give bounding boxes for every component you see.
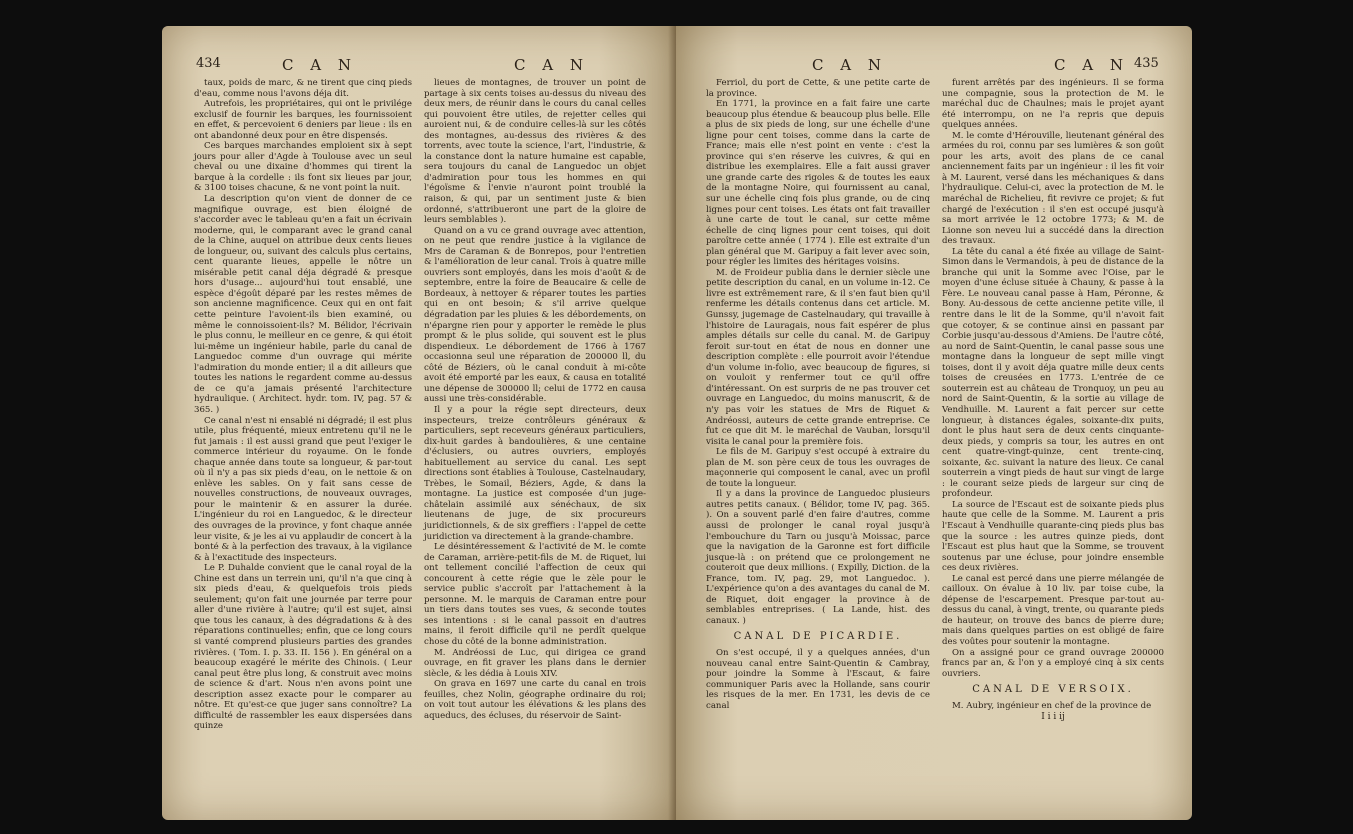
paragraph: Il y a pour la régie sept directeurs, deux inspecteurs, treize contrôleurs généraux & particuliers, sept receveurs généraux particuliers, dix-huit gardes à bandoulières, & une centaine d'éclusiers, ou autres ouvriers, employés habituellement au service du canal. Les sept directions sont établies à Toulouse, Castelnaudary, Trèbes, le Somail, Béziers, Agde, & dans la montagne. La justice est composée d'un juge-châtelain assimilé aux sénéchaux, de six lieutenans de juge, de six procureurs juridictionnels, & de six greffiers : l'appel de cette juridiction va directement à la grande-chambre. <box>424 404 646 542</box>
running-head-left-2: C A N <box>514 56 589 74</box>
paragraph: Autrefois, les propriétaires, qui ont le privilége exclusif de fournir les barques, les fournissoient en effet, & percevoient 6 deniers par lieue : ils en ont abandonné deux pour en être dispensés. <box>194 99 412 141</box>
paragraph: Ces barques marchandes emploient six à sept jours pour aller d'Agde à Toulouse avec un seul cheval ou une dixaine d'hommes qui tirent la barque à la cordelle : ils font six lieues par jour, & 3100 toises chacune, & ne vont point la nuit. <box>194 141 412 194</box>
paragraph: Ferriol, du port de Cette, & une petite carte de la province. <box>706 78 930 99</box>
running-head-right-2: C A N <box>1054 56 1129 74</box>
paragraph: Quand on a vu ce grand ouvrage avec attention, on ne peut que rendre justice à la vigilance de Mrs de Caraman & de Bonrepos, pour l'entretien & l'amélioration de leur canal. Trois à quatre mille ouvriers sont employés, dans les mois d'août & de septembre, entre la foire de Beaucaire & celle de Bordeaux, à nettoyer & réparer toutes les parties qui en ont besoin; & s'il arrive quelque dégradation par les pluies & les débordements, on n'épargne rien pour y apporter le remède le plus prompt & le plus solide, qui souvent est le plus dispendieux. Le débordement de 1766 à 1767 occasionna seul une réparation de 200000 ll, du côté de Béziers, où le canal conduit à mi-côte avoit été emporté par les eaux, & causa en totalité une dépense de 300000 ll; celui de 1772 en causa aussi une très-considérable. <box>424 225 646 405</box>
page-number-left: 434 <box>196 56 221 71</box>
left-page-column-2 <box>424 78 646 810</box>
signature-mark: I i i ij <box>1041 712 1065 723</box>
paragraph: La source de l'Escaut est de soixante pieds plus haute que celle de la Somme. M. Laurent a pris l'Escaut à Vendhuille quarante-cinq pieds plus bas que la source : les autres quinze pieds, dont l'Escaut est plus haut que la Somme, se trouvent soutenus par une écluse, pour joindre ensemble ces deux rivières. <box>942 499 1164 574</box>
paragraph: taux, poids de marc, & ne tirent que cinq pieds d'eau, comme nous l'avons déja dit. <box>194 78 412 99</box>
running-head-left-1: C A N <box>282 56 357 74</box>
paragraph: La description qu'on vient de donner de ce magnifique ouvrage, est bien éloigné de s'accorder avec le tableau qu'en a fait un écrivain moderne, qui, le comparant avec le grand canal de la Chine, auquel on attribue deux cents lieues de longueur, ou, suivant des calculs plus certains, cent quarante lieues, appelle le nôtre un misérable petit canal déja dégradé & presque hors d'usage... aujourd'hui tout ensablé, une espèce d'égoût déparé par les restes mêmes de son ancienne magnificence. Ceux qui en ont fait cette peinture l'avoient-ils bien examiné, ou même le connoissoient-ils? M. Bélidor, l'écrivain le plus connu, le meilleur en ce genre, & qui étoit lui-même un ingénieur habile, parle du canal de Languedoc comme d'un ouvrage qui mérite l'admiration du monde entier; il a dit ailleurs que toutes les nations le regardent comme au-dessus de ce qu'a jamais présenté l'architecture hydraulique. ( Architect. hydr. tom. IV, pag. 57 & 365. ) <box>194 194 412 415</box>
paragraph: M. le comte d'Hérouville, lieutenant général des armées du roi, connu par ses lumières & son goût pour les arts, avoit des plans de ce canal anciennement faits par un ingénieur : il les fit voir à M. Laurent, versé dans les méchaniques & dans l'hydraulique. Celui-ci, avec la protection de M. le maréchal de Richelieu, fit revivre ce projet; & fut chargé de l'exécution : il s'en est occupé jusqu'à sa mort arrivée le 12 octobre 1773; & M. de Lionne son neveu lui a succédé dans la direction des travaux. <box>942 130 1164 247</box>
left-page <box>162 26 676 820</box>
paragraph: Le P. Duhalde convient que le canal royal de la Chine est dans un terrein uni, qu'il n'a que cinq à six pieds d'eau, & quelquefois trois pieds seulement; qu'on fait une journée par terre pour aller d'une rivière à l'autre; qu'il est sujet, ainsi que tous les canaux, à des dégradations & à des réparations continuelles; enfin, que ce long cours si vanté comprend plusieurs parties des grandes rivières. ( Tom. I. p. 33. II. 156 ). En général on a beaucoup exagéré le mérite des Chinois. ( Leur canal peut être plus long, & construit avec moins de science & d'art. Nous n'en avons point une description assez exacte pour le comparer au nôtre. Et qu'est-ce que juger sans connoître? La difficulté de rassembler les eaux dispersées dans quinze <box>194 563 412 732</box>
paragraph: On s'est occupé, il y a quelques années, d'un nouveau canal entre Saint-Quentin & Cambray, pour joindre la Somme à l'Escaut, & faire communiquer Paris avec la Hollande, sans courir les risques de la mer. En 1731, les devis de ce canal <box>706 647 930 711</box>
left-page-column-1 <box>194 78 412 810</box>
paragraph: M. Andréossi de Luc, qui dirigea ce grand ouvrage, en fit graver les plans dans le dernier siècle, & les dédia à Louis XIV. <box>424 647 646 679</box>
page-number-right: 435 <box>1134 56 1159 71</box>
paragraph: Il y a dans la province de Languedoc plusieurs autres petits canaux. ( Bélidor, tome IV, pag. 365. ). On a souvent parlé d'en faire d'autres, comme aussi de prolonger le canal royal jusqu'à l'embouchure du Tarn ou jusqu'à Moissac, parce que la navigation de la Garonne est fort difficile jusque-là : on prétend que ce prolongement ne couteroit que deux millions. ( Expilly, Diction. de la France, tom. IV, pag. 29, mot Languedoc. ). L'expérience qu'on a des avantages du canal de M. de Riquet, doit engager la province à de semblables entreprises. ( La Lande, hist. des canaux. ) <box>706 489 930 626</box>
paragraph: M. de Froideur publia dans le dernier siècle une petite description du canal, en un volume in-12. Ce livre est extrêmement rare, & il s'en faut bien qu'il renferme les détails contenus dans cet article. M. Gunssy, jugemage de Castelnaudary, qui travaille à l'histoire de Lauragais, nous fait espérer de plus amples détails sur celle du canal. M. de Garipuy feroit sur-tout en état de nous en donner une description complète : elle pourroit avoir l'étendue d'un volume in-folio, avec beaucoup de figures, si on vouloit y renfermer tout ce qu'il offre d'intéressant. On est surpris de ne pas trouver cet ouvrage en Languedoc, du moins manuscrit, & de n'y pas voir les statues de Mrs de Riquet & Andréossi, auteurs de cette grande entreprise. Ce fut ce que dit M. le maréchal de Vauban, lorsqu'il visita le canal pour la première fois. <box>706 267 930 447</box>
paragraph: On grava en 1697 une carte du canal en trois feuilles, chez Nolin, géographe ordinaire du roi; on voit tout autour les élévations & les plans des aqueducs, des écluses, du réservoir de Saint- <box>424 679 646 721</box>
paragraph: Le désintéressement & l'activité de M. le comte de Caraman, arrière-petit-fils de M. de Riquet, lui ont tellement concilié l'affection de ceux qui concourent à cette régie que le zèle pour le service public s'accroît par l'attachement à la personne. M. le marquis de Caraman entre pour un tiers dans toutes ses vues, & seconde toutes ses intentions : si le canal passoit en d'autres mains, il feroit difficile qu'il ne perdît quelque chose du côté de la bonne administration. <box>424 542 646 647</box>
paragraph: En 1771, la province en a fait faire une carte beaucoup plus étendue & beaucoup plus belle. Elle a plus de six pieds de long, sur une échelle d'une ligne pour cent toises, comme dans la carte de France; mais elle n'est point en vente : c'est la province qui s'en réserve les cuivres, & qui en distribue les exemplaires. Elle a fait aussi graver une grande carte des rigoles & de toutes les eaux de la montagne Noire, qui fournissent au canal, sur une échelle cinq fois plus grande, ou de cinq lignes pour cent toises. Les états ont fait travailler à une carte de tout le canal, sur cette même échelle de cinq lignes pour cent toises, qui doit paroître cette année ( 1774 ). Elle est extraite d'un plan général que M. Garipuy a fait lever avec soin, pour régler les limites des héritages voisins. <box>706 99 930 268</box>
right-page-column-1 <box>706 78 930 810</box>
section-heading-picardie: CANAL DE PICARDIE. <box>733 631 903 643</box>
paragraph: On a assigné pour ce grand ouvrage 200000 francs par an, & l'on y a employé cinq à six cents ouvriers. <box>942 647 1164 679</box>
paragraph: lieues de montagnes, de trouver un point de partage à six cents toises au-dessus du niveau des deux mers, de réunir dans le cours du canal celles qui pouvoient être utiles, de rejetter celles qui auroient nui, & de conduire celles-là sur les côtés des montagnes, au-dessus des rivières & des torrents, avec toute la science, l'art, l'industrie, & la constance dont la nature humaine est capable, sera toujours du canal de Languedoc un objet d'admiration pour tous les hommes en qui l'égoïsme & l'envie n'auront point troublé la raison, & qui, par un sentiment juste & bien ordonné, s'attribueront une part de la gloire de leurs semblables ). <box>424 78 646 226</box>
paragraph: Le fils de M. Garipuy s'est occupé à extraire du plan de M. son père ceux de tous les ouvrages de maçonnerie qui composent le canal, avec un profil de toute la longueur. <box>706 447 930 489</box>
paragraph: M. Aubry, ingénieur en chef de la province de <box>952 700 1152 711</box>
section-heading-versoix: CANAL DE VERSOIX. <box>972 684 1134 696</box>
paragraph: Ce canal n'est ni ensablé ni dégradé; il est plus utile, plus fréquenté, mieux entretenu qu'il ne le fut jamais : il est aussi grand que peut l'exiger le commerce intérieur du royaume. On le fonde chaque année dans toute sa longueur, & par-tout où il n'y a pas six pieds d'eau, on le nettoie & on enlève les sables. On y fait sans cesse de nouvelles constructions, de nouveaux ouvrages, pour le maintenir & en assurer la durée. L'ingénieur du roi en Languedoc, & le directeur des ouvrages de la province, y font chaque année leur visite, & je les ai vu applaudir de concert à la bonté & à la perfection des travaux, à la vigilance & à l'exactitude des inspecteurs. <box>194 415 412 563</box>
right-page-column-2 <box>942 78 1164 810</box>
paragraph: furent arrêtés par des ingénieurs. Il se forma une compagnie, sous la protection de M. le maréchal duc de Chaulnes; mais le projet ayant été interrompu, on ne l'a repris que depuis quelques années. <box>942 78 1164 131</box>
right-page <box>676 26 1192 820</box>
running-head-right-1: C A N <box>812 56 887 74</box>
paragraph: La tête du canal a été fixée au village de Saint-Simon dans le Vermandois, à peu de distance de la branche qui unit la Somme avec l'Oise, par le moyen d'une écluse située à Chauny, & passe à la Fère. Le nouveau canal passe à Ham, Péronne, & Bony. Au-dessous de cette ancienne petite ville, il rentre dans le lit de la Somme, qu'il n'avoit fait que cotoyer, & se continue ainsi en passant par Corbie jusqu'au-dessous d'Amiens. De l'autre côté, au nord de Saint-Quentin, le canal passe sous une montagne dans la longueur de sept mille vingt toises, dont il y avoit déja quatre mille deux cents toises de creusées en 1773. L'entrée de ce souterrein est au château de Tronquoy, un peu au nord de Saint-Quentin, & la sortie au village de Vendhuille. M. Laurent a fait percer sur cette longueur, à distances égales, soixante-dix puits, dont le plus haut sera de deux cents cinquante-deux pieds, y compris sa tour, les autres en ont cent quatre-vingt-quinze, cent trente-cinq, soixante, &c. suivant la nature des lieux. Ce canal souterrein a vingt pieds de haut sur vingt de large : le courant seize pieds de largeur sur cinq de profondeur. <box>942 246 1164 500</box>
paragraph: Le canal est percé dans une pierre mélangée de cailloux. On évalue à 10 liv. par toise cube, la dépense de l'escarpement. Presque par-tout au-dessus du canal, à vingt, trente, ou quarante pieds de hauteur, on trouve des bancs de pierre dure; mais dans quelques parties on est obligé de faire des voûtes pour soutenir la montagne. <box>942 573 1164 647</box>
